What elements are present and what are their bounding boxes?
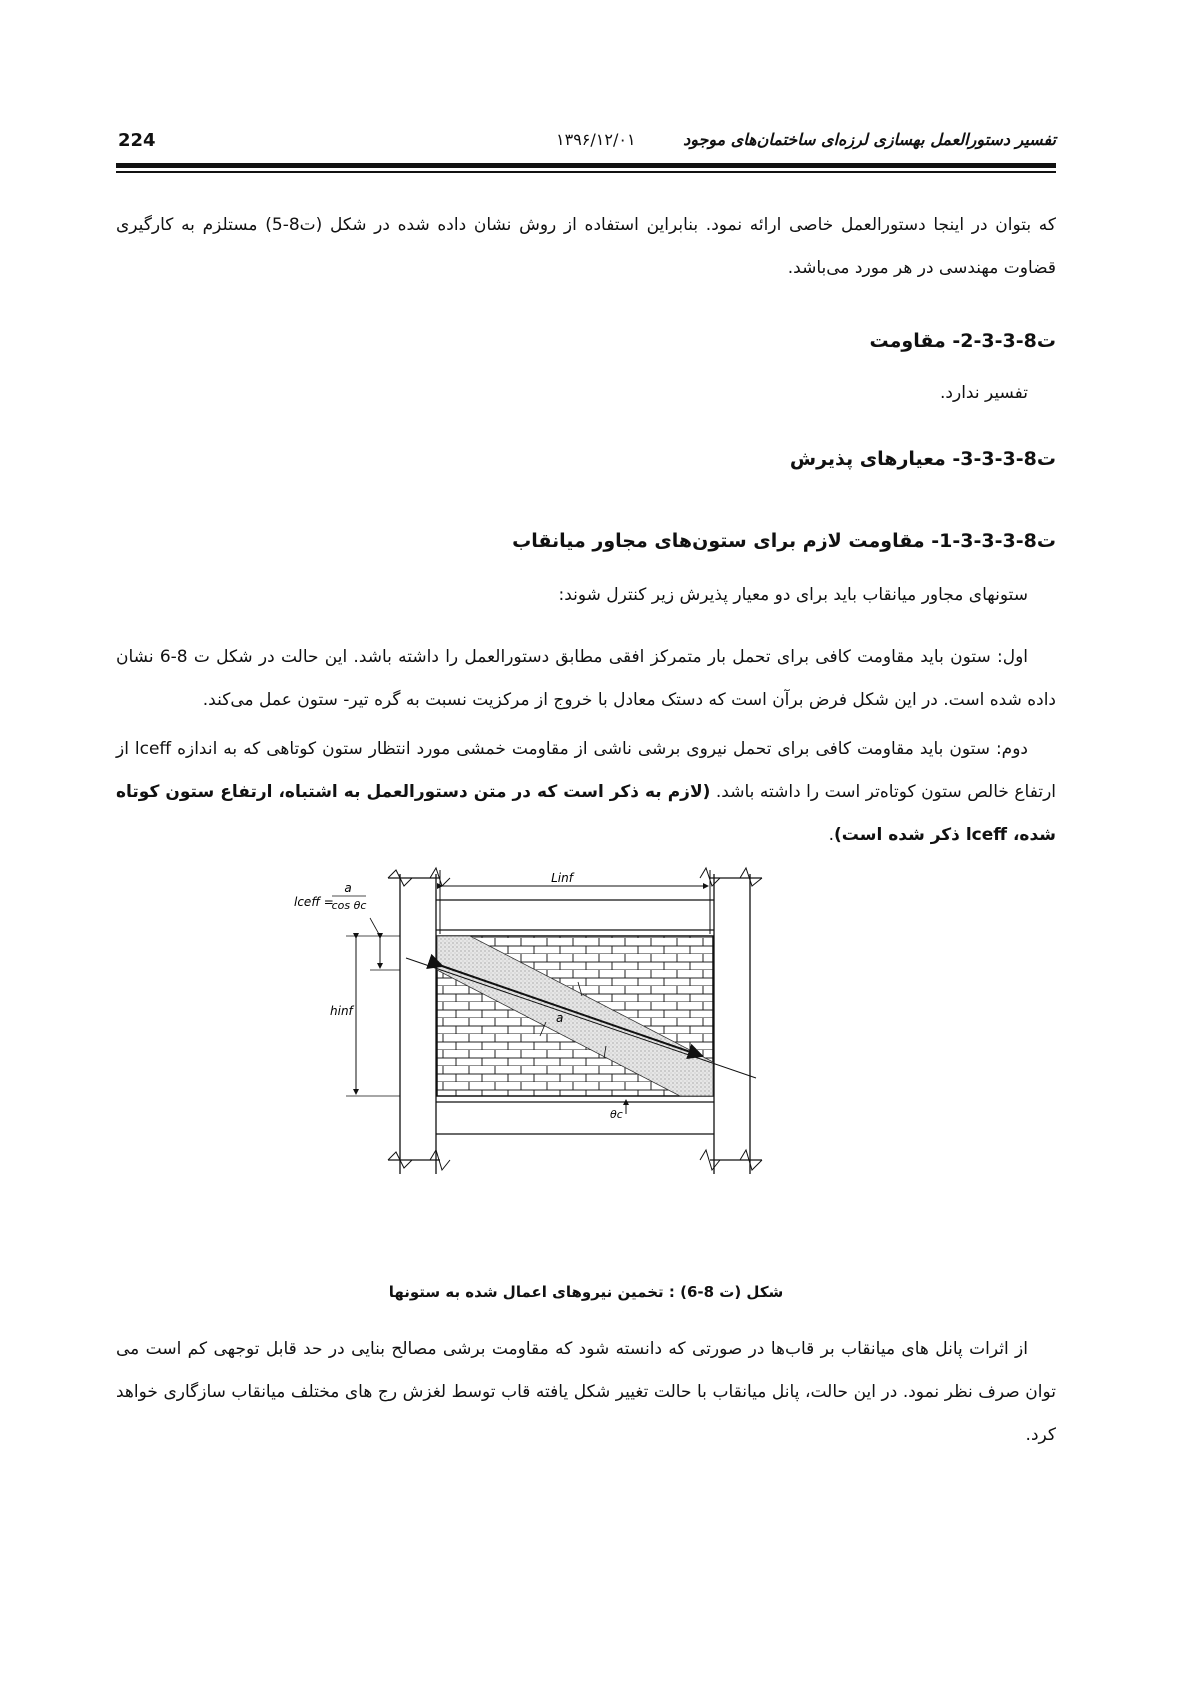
infill-frame-diagram bbox=[294, 871, 820, 1264]
heading-column-strength: ت8-3-3-3-1- مقاومت لازم برای ستون‌های مجاور میانقاب bbox=[512, 530, 1056, 552]
label-frac-num: a bbox=[344, 881, 352, 895]
paragraph-columns-intro: ستونهای مجاور میانقاب باید برای دو معیار پذیرش زیر کنترل شوند: bbox=[558, 585, 1028, 605]
header-title: تفسیر دستورالعمل بهسازی لرزه‌ای ساختمان‌های موجود bbox=[683, 130, 1056, 149]
header-rule-thin bbox=[116, 171, 1056, 173]
label-hinf: hinf bbox=[330, 1004, 353, 1018]
page-number: 224 bbox=[118, 130, 156, 151]
heading-strength: ت8-3-3-2- مقاومت bbox=[869, 330, 1056, 352]
page-header bbox=[116, 126, 1056, 160]
label-theta: θc bbox=[610, 1108, 623, 1121]
figure-infill-frame bbox=[294, 871, 820, 1264]
second-criterion-text: دوم: ستون باید مقاومت کافی برای تحمل نیروی برشی ناشی از مقاومت خمشی مورد انتظار ستون کوتاهی که به اندازه lceff از ارتفاع خالص ستون کوتاه‌تر است را داشته باشد. bbox=[116, 739, 1056, 802]
header-date: ۱۳۹۶/۱۲/۰۱ bbox=[556, 130, 636, 149]
paragraph-second-criterion bbox=[116, 728, 1056, 857]
label-lceff: lceff = bbox=[294, 895, 334, 909]
paragraph-1: که بتوان در اینجا دستورالعمل خاصی ارائه نمود. بنابراین استفاده از روش نشان داده شده در شکل (ت8-5) مستلزم به کارگیری قضاوت مهندسی در هر مورد می‌باشد. bbox=[116, 215, 1056, 278]
paragraph-first-criterion: اول: ستون باید مقاومت کافی برای تحمل بار متمرکز افقی مطابق دستورالعمل را داشته باشد. این حالت در شکل ت 8-6 نشان داده شده است. در این شکل فرض برآن است که دستک معادل با خروج از مرکزیت نسبت به گره تیر- ستون عمل می‌کند. bbox=[116, 647, 1056, 710]
header-rule-thick bbox=[116, 163, 1056, 168]
paragraph-no-commentary: تفسیر ندارد. bbox=[940, 383, 1028, 403]
second-criterion-period: . bbox=[828, 825, 834, 845]
label-frac-den: cos θc bbox=[331, 899, 367, 912]
figure-caption: شکل (ت 8-6) : تخمین نیروهای اعمال شده به ستونها bbox=[388, 1283, 784, 1301]
label-a: a bbox=[556, 1011, 564, 1025]
second-criterion-note: (لازم به ذکر است که در متن دستورالعمل به اشتباه، ارتفاع ستون کوتاه شده، lceff ذکر شده است) bbox=[116, 782, 1056, 845]
label-linf: Linf bbox=[551, 871, 573, 885]
paragraph-infill-effects: از اثرات پانل های میانقاب بر قاب‌ها در صورتی که دانسته شود که مقاومت برشی مصالح بنایی در حد قابل توجهی کم است می توان صرف نظر نمود. در این حالت، پانل میانقاب با حالت تغییر شکل یافته قاب توسط لغزش رج های مختلف میانقاب سازگاری خواهد کرد. bbox=[116, 1339, 1056, 1445]
heading-acceptance-criteria: ت8-3-3-3- معیارهای پذیرش bbox=[789, 448, 1056, 470]
